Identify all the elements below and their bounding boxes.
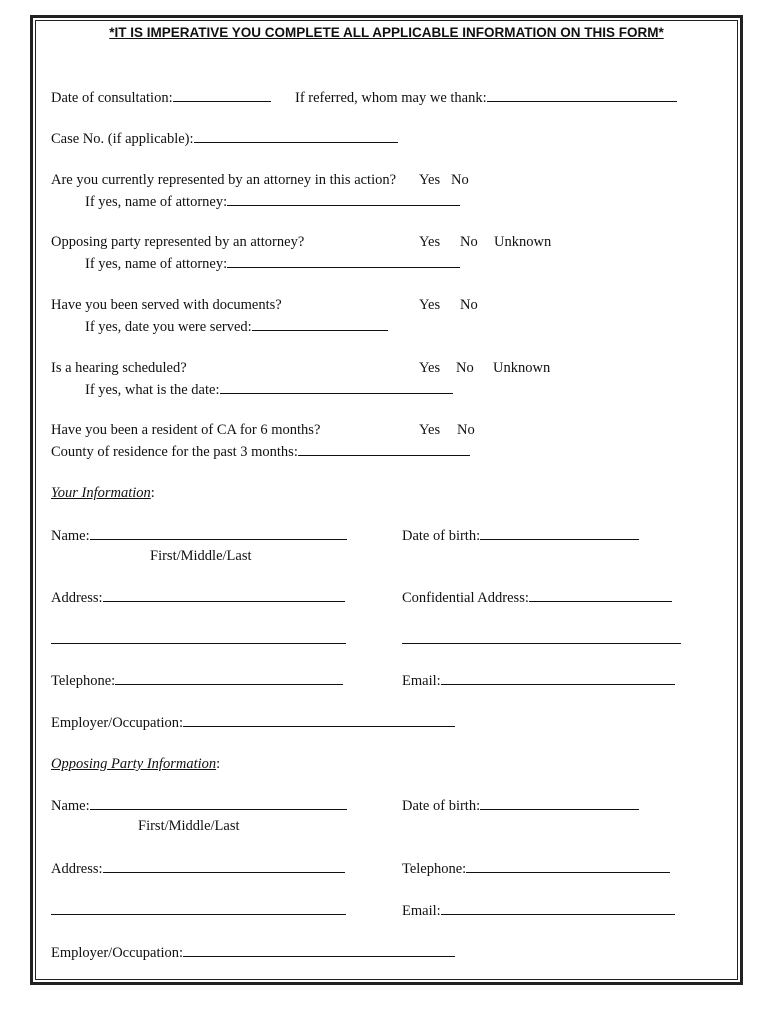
opposing-dob-row	[402, 797, 639, 814]
opposing-name-row	[51, 797, 347, 814]
your-name-hint: First/Middle/Last	[150, 548, 252, 564]
your-employer-row	[51, 714, 455, 731]
county-label: County of residence for the past 3 months:	[51, 444, 298, 460]
your-dob-label: Date of birth:	[402, 528, 481, 544]
your-name-label: Name:	[51, 528, 90, 544]
referred-label: If referred, whom may we thank:	[295, 90, 487, 106]
opposing-telephone-field[interactable]	[466, 860, 670, 873]
served-question: Have you been served with documents?	[51, 297, 282, 313]
confidential-address-row	[402, 589, 672, 606]
attorney-no-option[interactable]: No	[451, 172, 469, 188]
referred-field[interactable]	[487, 89, 677, 102]
your-information-title: Your Information	[51, 485, 151, 501]
opposing-email-field[interactable]	[441, 902, 675, 915]
hearing-date-row	[85, 381, 453, 398]
your-dob-field[interactable]	[480, 527, 639, 540]
date-of-consultation-label: Date of consultation:	[51, 90, 173, 106]
opposing-attorney-unknown-option[interactable]: Unknown	[494, 234, 552, 250]
confidential-address-line-2	[402, 631, 681, 648]
your-information-colon: :	[150, 485, 155, 501]
county-row	[51, 443, 470, 460]
your-employer-field[interactable]	[183, 714, 455, 727]
your-email-row	[402, 672, 675, 689]
opposing-address-row	[51, 860, 345, 877]
confidential-address-label: Confidential Address:	[402, 590, 529, 606]
opposing-information-title: Opposing Party Information	[51, 756, 217, 772]
resident-yes-option[interactable]: Yes	[419, 422, 441, 438]
opposing-attorney-name-field[interactable]	[227, 255, 460, 268]
opposing-telephone-label: Telephone:	[402, 861, 467, 877]
your-information-heading	[51, 485, 155, 501]
your-address-label: Address:	[51, 590, 103, 606]
served-no-option[interactable]: No	[460, 297, 478, 313]
served-yes-option[interactable]: Yes	[419, 297, 441, 313]
hearing-question: Is a hearing scheduled?	[51, 360, 187, 376]
resident-no-option[interactable]: No	[457, 422, 475, 438]
your-address-row	[51, 589, 345, 606]
your-address-line-2	[51, 631, 346, 648]
county-field[interactable]	[298, 443, 470, 456]
opposing-attorney-name-row	[85, 255, 460, 272]
confidential-address-field-2[interactable]	[402, 631, 681, 644]
opposing-dob-field[interactable]	[480, 797, 639, 810]
case-no-row	[51, 130, 398, 147]
date-of-consultation-field[interactable]	[173, 89, 271, 102]
served-date-field[interactable]	[252, 318, 388, 331]
attorney-question: Are you currently represented by an attorney in this action?	[51, 172, 397, 188]
date-of-consultation-row	[51, 89, 271, 106]
hearing-unknown-option[interactable]: Unknown	[493, 360, 551, 376]
form-header: *IT IS IMPERATIVE YOU COMPLETE ALL APPLICABLE INFORMATION ON THIS FORM*	[109, 25, 664, 40]
opposing-email-label: Email:	[402, 903, 441, 919]
your-telephone-label: Telephone:	[51, 673, 116, 689]
opposing-telephone-row	[402, 860, 670, 877]
opposing-name-hint: First/Middle/Last	[138, 818, 240, 834]
opposing-address-field-2[interactable]	[51, 902, 346, 915]
opposing-attorney-question: Opposing party represented by an attorney?	[51, 234, 305, 250]
your-telephone-field[interactable]	[115, 672, 343, 685]
referred-row	[295, 89, 677, 106]
attorney-name-field[interactable]	[227, 193, 460, 206]
opposing-information-heading	[51, 756, 220, 772]
opposing-address-field[interactable]	[103, 860, 345, 873]
opposing-employer-row	[51, 944, 455, 961]
opposing-employer-label: Employer/Occupation:	[51, 945, 184, 961]
hearing-date-label: If yes, what is the date:	[85, 382, 220, 398]
opposing-email-row	[402, 902, 675, 919]
your-name-field[interactable]	[90, 527, 347, 540]
your-address-field[interactable]	[103, 589, 345, 602]
your-telephone-row	[51, 672, 343, 689]
opposing-address-line-2	[51, 902, 346, 919]
opposing-name-field[interactable]	[90, 797, 347, 810]
your-email-label: Email:	[402, 673, 441, 689]
opposing-attorney-name-label: If yes, name of attorney:	[85, 256, 228, 272]
attorney-name-row	[85, 193, 460, 210]
opposing-address-label: Address:	[51, 861, 103, 877]
opposing-dob-label: Date of birth:	[402, 798, 481, 814]
attorney-name-label: If yes, name of attorney:	[85, 194, 228, 210]
attorney-yes-option[interactable]: Yes	[419, 172, 441, 188]
your-name-row	[51, 527, 347, 544]
hearing-no-option[interactable]: No	[456, 360, 474, 376]
case-no-label: Case No. (if applicable):	[51, 131, 194, 147]
served-date-row	[85, 318, 388, 335]
served-date-label: If yes, date you were served:	[85, 319, 252, 335]
hearing-yes-option[interactable]: Yes	[419, 360, 441, 376]
case-no-field[interactable]	[194, 130, 398, 143]
your-address-field-2[interactable]	[51, 631, 346, 644]
confidential-address-field[interactable]	[529, 589, 672, 602]
hearing-date-field[interactable]	[220, 381, 453, 394]
opposing-name-label: Name:	[51, 798, 90, 814]
your-dob-row	[402, 527, 639, 544]
your-employer-label: Employer/Occupation:	[51, 715, 184, 731]
opposing-information-colon: :	[216, 756, 221, 772]
opposing-employer-field[interactable]	[183, 944, 455, 957]
your-email-field[interactable]	[441, 672, 675, 685]
opposing-attorney-yes-option[interactable]: Yes	[419, 234, 441, 250]
opposing-attorney-no-option[interactable]: No	[460, 234, 478, 250]
resident-question: Have you been a resident of CA for 6 months?	[51, 422, 321, 438]
